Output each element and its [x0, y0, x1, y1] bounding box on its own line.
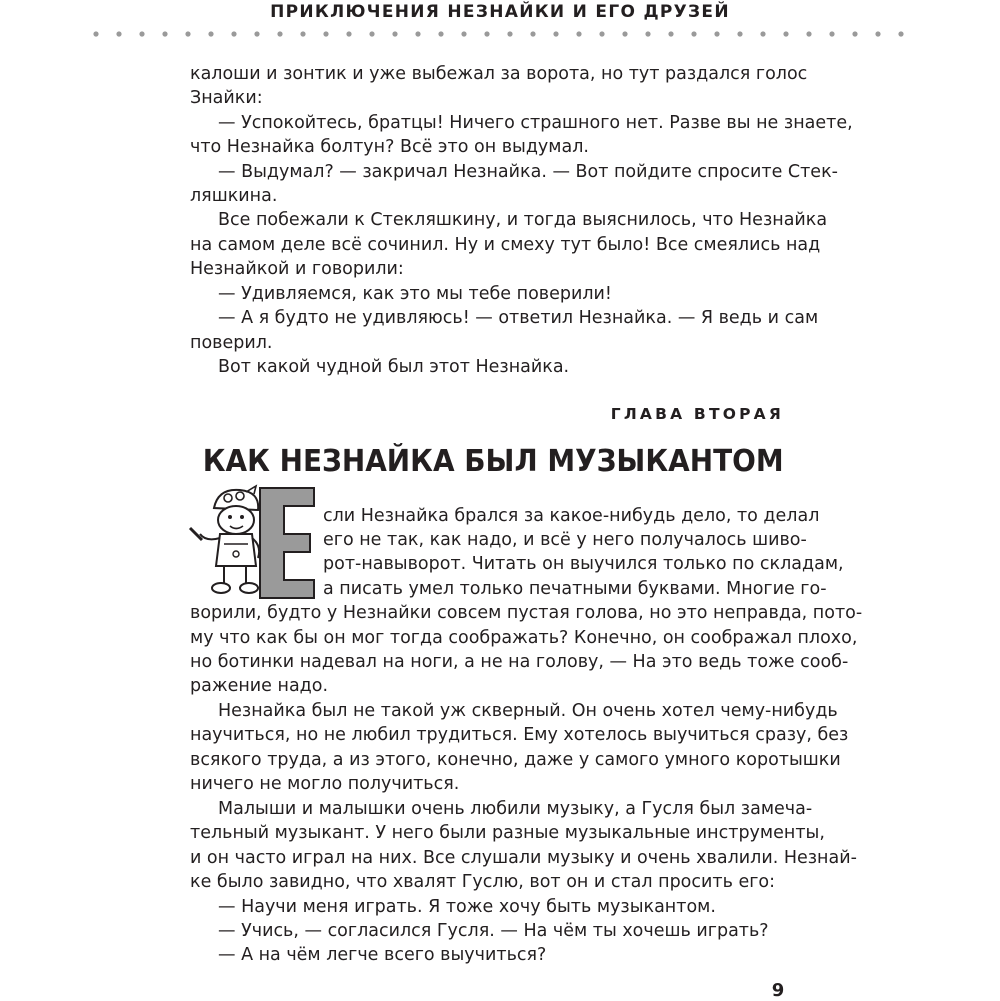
text-line: рот-навыворот. Читать он выучился только по складам,	[323, 554, 844, 574]
text-line: ке было завидно, что хвалят Гуслю, вот он и стал просить его:	[190, 872, 776, 892]
text-line: — Научи меня играть. Я тоже хочу быть музыкантом.	[218, 897, 716, 917]
text-line: на самом деле всё сочинил. Ну и смеху тут было! Все смеялись над	[190, 235, 821, 255]
page-number: 9	[771, 980, 785, 1001]
text-line: что Незнайка болтун? Всё это он выдумал.	[190, 137, 589, 157]
text-line: тельный музыкант. У него были разные музыкальные инструменты,	[190, 823, 825, 843]
text-line: всякого труда, а из этого, конечно, даже у самого умного коротышки	[190, 750, 841, 770]
text-line: Незнайка был не такой уж скверный. Он очень хотел чему-нибудь	[218, 701, 838, 721]
text-line: — Успокойтесь, братцы! Ничего страшного нет. Разве вы не знаете,	[218, 113, 853, 133]
text-line: ражение надо.	[190, 676, 329, 696]
text-line: Незнайкой и говорили:	[190, 259, 404, 279]
text-line: поверил.	[190, 333, 273, 353]
dotted-divider	[92, 29, 910, 39]
text-line: Знайки:	[190, 88, 263, 108]
text-line: му что как бы он мог тогда соображать? Конечно, он соображал плохо,	[190, 628, 858, 648]
text-line: ворили, будто у Незнайки совсем пустая голова, но это неправда, пото-	[190, 603, 863, 623]
text-line: а писать умел только печатными буквами. Многие го-	[323, 579, 827, 599]
text-line: научиться, но не любил трудиться. Ему хотелось выучиться сразу, без	[190, 725, 849, 745]
text-line: Малыши и малышки очень любили музыку, а Гусля был замеча-	[218, 799, 813, 819]
text-line: его не так, как надо, и всё у него получалось шиво-	[323, 530, 807, 550]
text-line: — Выдумал? — закричал Незнайка. — Вот пойдите спросите Стек-	[218, 162, 838, 182]
drop-cap-illustration	[188, 484, 318, 602]
drop-cap-letter: Е	[287, 568, 288, 569]
chapter-title: КАК НЕЗНАЙКА БЫЛ МУЗЫКАНТОМ	[203, 444, 784, 479]
text-line: — Удивляемся, как это мы тебе поверили!	[218, 284, 612, 304]
text-line: — Учись, — согласился Гусля. — На чём ты хочешь играть?	[218, 921, 769, 941]
text-line: сли Незнайка брался за какое-нибудь дело, то делал	[323, 506, 820, 526]
text-line: калоши и зонтик и уже выбежал за ворота, но тут раздался голос	[190, 64, 808, 84]
text-line: ничего не могло получиться.	[190, 774, 460, 794]
running-title: ПРИКЛЮЧЕНИЯ НЕЗНАЙКИ И ЕГО ДРУЗЕЙ	[270, 2, 730, 22]
text-line: — А на чём легче всего выучиться?	[218, 945, 547, 965]
text-line: но ботинки надевал на ноги, а не на голову, — На это ведь тоже сооб-	[190, 652, 849, 672]
text-line: и он часто играл на них. Все слушали музыку и очень хвалили. Незнай-	[190, 848, 857, 868]
text-line: — А я будто не удивляюсь! — ответил Незнайка. — Я ведь и сам	[218, 308, 819, 328]
text-line: Вот какой чудной был этот Незнайка.	[218, 357, 570, 377]
chapter-label: ГЛАВА ВТОРАЯ	[610, 405, 784, 423]
text-line: Все побежали к Стекляшкину, и тогда выяснилось, что Незнайка	[218, 210, 828, 230]
text-line: ляшкина.	[190, 186, 278, 206]
